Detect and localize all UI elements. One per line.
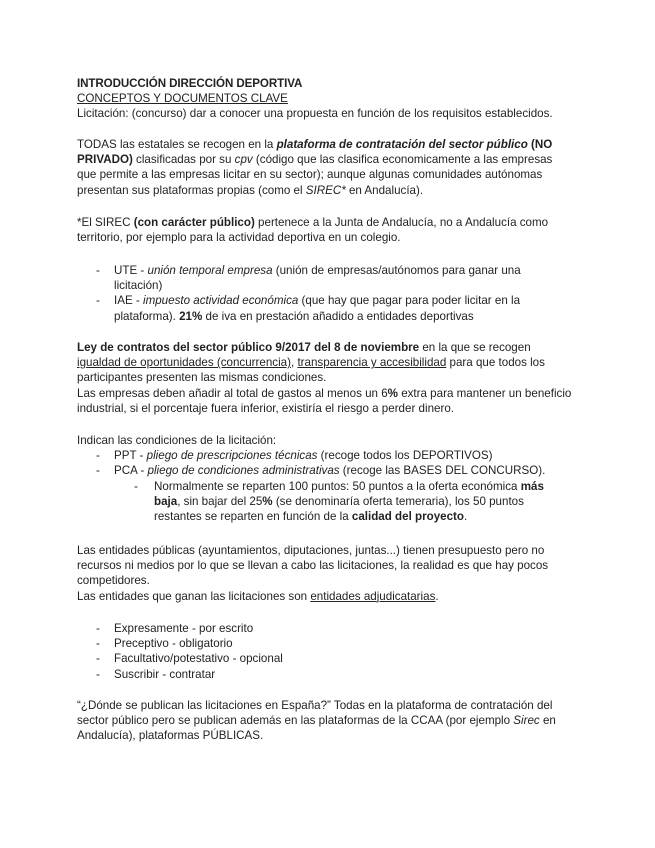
list-item xyxy=(77,293,572,323)
emphasis-text: plataforma de contratación del sector público xyxy=(276,138,528,151)
italic-text: Sirec xyxy=(513,714,540,728)
text-span: en Andalucía), plataformas PÚBLICAS. xyxy=(77,714,556,743)
document-title: INTRODUCCIÓN DIRECCIÓN DEPORTIVA xyxy=(77,77,303,90)
text-span: PCA - xyxy=(114,464,148,478)
italic-text: SIREC* xyxy=(305,183,346,197)
text-span: PPT - xyxy=(114,449,147,463)
paragraph-entidades-publicas: Las entidades públicas (ayuntamientos, diputaciones, juntas...) tienen presupuesto pero no recursos ni medios por lo que se llevan a cabo las licitaciones, la realidad es que hay pocos competidores. xyxy=(77,544,549,588)
underlined-text: transparencia y accesibilidad xyxy=(297,356,447,370)
paragraph-ley xyxy=(77,340,572,416)
list-item: - Suscribir - contratar xyxy=(77,667,572,682)
paragraph-condiciones: Indican las condiciones de la licitación: xyxy=(77,434,277,447)
list-definitions xyxy=(77,263,572,324)
text-span: de iva en prestación añadido a entidades deportivas xyxy=(202,309,474,323)
text-span: (recoge todos los DEPORTIVOS) xyxy=(317,449,493,463)
text-span: (se denominaría oferta temeraria), los 50 puntos restantes se reparten en función de la xyxy=(154,494,524,524)
paragraph-donde xyxy=(77,698,572,744)
text-span: *El SIREC xyxy=(77,216,134,229)
text-span: Las empresas deben añadir al total de gastos al menos un 6 xyxy=(77,386,388,400)
text-span: UTE - xyxy=(114,264,148,277)
header-block xyxy=(77,76,572,122)
text-span: TODAS las estatales se recogen en la xyxy=(77,138,277,151)
text-span: (que hay que pagar para poder licitar en la plataforma). xyxy=(114,294,521,323)
italic-text: unión temporal empresa xyxy=(147,264,273,277)
text-span: . xyxy=(463,510,468,524)
bold-text: 21% xyxy=(179,309,203,323)
text-span: para que todos los participantes presenten las mismas condiciones. xyxy=(77,356,545,385)
condiciones-block xyxy=(77,433,572,524)
italic-text: cpv xyxy=(234,153,253,167)
sub-list-item xyxy=(77,479,572,525)
underlined-text: entidades adjudicatarias xyxy=(310,589,436,603)
text-span: (código que las clasifica economicamente a las empresas que permite a las empresas licitar en su sector); aunque algunas comunidades autónomas presentan sus plataformas propias (como el xyxy=(77,153,553,197)
italic-text: pliego de condiciones administrativas xyxy=(147,464,340,478)
text-span: , xyxy=(290,356,298,370)
list-item: - Preceptivo - obligatorio xyxy=(77,636,572,651)
text-span: . xyxy=(435,589,439,603)
text-span: Las entidades que ganan las licitaciones son xyxy=(77,589,311,603)
bold-text: (NO PRIVADO) xyxy=(77,138,553,167)
text-span: , sin bajar del 25 xyxy=(177,494,263,508)
bold-text: Ley de contratos del sector público 9/2017 del 8 de noviembre xyxy=(77,341,420,354)
list-item: - Facultativo/potestativo - opcional xyxy=(77,651,572,666)
underlined-text: igualdad de oportunidades (concurrencia) xyxy=(77,356,291,370)
section-subtitle: CONCEPTOS Y DOCUMENTOS CLAVE xyxy=(77,92,288,106)
paragraph-licitacion: Licitación: (concurso) dar a conocer una propuesta en función de los requisitos establecidos. xyxy=(77,107,553,121)
list-item: - Expresamente - por escrito xyxy=(77,621,572,636)
paragraph-plataforma xyxy=(77,137,572,198)
bold-text: más baja xyxy=(154,479,544,508)
text-span: “¿Dónde se publican las licitaciones en España?” Todas en la plataforma de contratación del sector público pero se publican además en las plataformas de la CCAA (por ejemplo xyxy=(77,699,553,728)
text-span: en Andalucía). xyxy=(345,183,424,197)
bold-text: calidad del proyecto xyxy=(351,510,464,524)
text-span: clasificadas por su xyxy=(132,153,235,167)
paragraph-sirec xyxy=(77,215,572,245)
list-terms xyxy=(77,621,572,682)
bold-text: % xyxy=(387,386,398,400)
italic-text: impuesto actividad económica xyxy=(143,294,299,308)
text-span: (unión de empresas/autónomos para ganar una licitación) xyxy=(114,264,521,293)
text-span: (recoge las BASES DEL CONCURSO). xyxy=(339,464,546,478)
text-span: Normalmente se reparten 100 puntos: 50 puntos a la oferta económica xyxy=(154,479,521,493)
bold-text: % xyxy=(262,494,273,508)
text-span: en la que se recogen xyxy=(419,341,531,354)
list-item xyxy=(77,463,572,478)
list-item xyxy=(77,448,572,463)
text-span: IAE - xyxy=(114,294,143,308)
paragraph-entidades xyxy=(77,543,572,604)
text-span: pertenece a la Junta de Andalucía, no a Andalucía como territorio, por ejemplo para la actividad deportiva en un colegio. xyxy=(77,216,549,245)
bold-text: (con carácter público) xyxy=(133,216,255,229)
list-item xyxy=(77,263,572,293)
text-span: extra para mantener un beneficio industrial, si el porcentaje fuera inferior, existiría el riesgo a perder dinero. xyxy=(77,386,572,415)
italic-text: pliego de prescripciones técnicas xyxy=(146,449,318,463)
